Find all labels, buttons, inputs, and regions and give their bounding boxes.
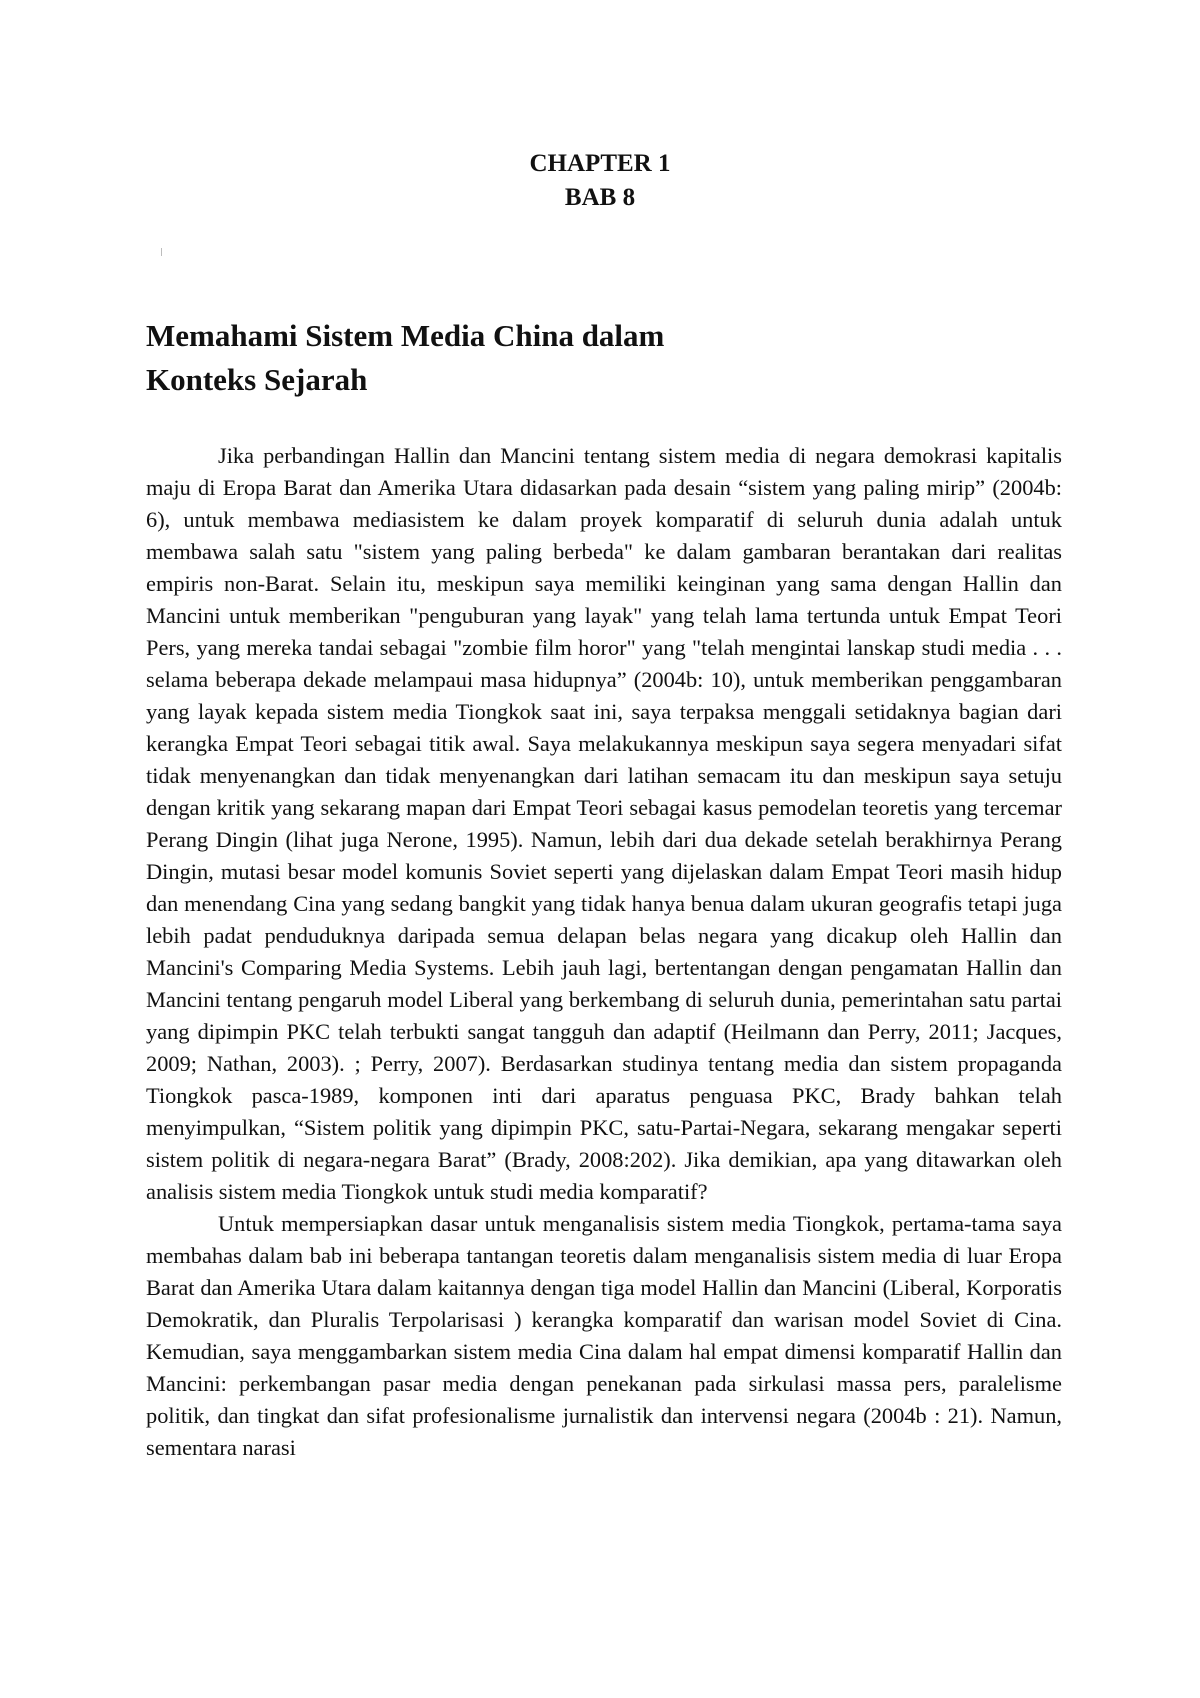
paragraph-2: Untuk mempersiapkan dasar untuk menganalisis sistem media Tiongkok, pertama-tama saya membahas dalam bab ini beberapa tantangan teoretis dalam menganalisis sistem media di luar Eropa Barat dan Amerika Utara dalam kaitannya dengan tiga model Hallin dan Mancini (Liberal, Korporatis Demokratik, dan Pluralis Terpolarisasi ) kerangka komparatif dan warisan model Soviet di Cina. Kemudian, saya menggambarkan sistem media Cina dalam hal empat dimensi komparatif Hallin dan Mancini: perkembangan pasar media dengan penekanan pada sirkulasi massa pers, paralelisme politik, dan tingkat dan sifat profesionalisme jurnalistik dan intervensi negara (2004b : 21). Namun, sementara narasi xyxy=(146,1211,1062,1460)
chapter-label: CHAPTER 1 xyxy=(529,150,671,177)
stray-mark xyxy=(161,248,162,256)
bab-label: BAB 8 xyxy=(564,184,636,211)
paragraph-1: Jika perbandingan Hallin dan Mancini tentang sistem media di negara demokrasi kapitalis maju di Eropa Barat dan Amerika Utara didasarkan pada desain “sistem yang paling mirip” (2004b: 6), untuk membawa mediasistem ke dalam proyek komparatif di seluruh dunia adalah untuk membawa salah satu "sistem yang paling berbeda" ke dalam gambaran berantakan dari realitas empiris non-Barat. Selain itu, meskipun saya memiliki keinginan yang sama dengan Hallin dan Mancini untuk memberikan "penguburan yang layak" yang telah lama tertunda untuk Empat Teori Pers, yang mereka tandai sebagai "zombie film horor" yang "telah mengintai lanskap studi media . . . selama beberapa dekade melampaui masa hidupnya” (2004b: 10), untuk memberikan penggambaran yang layak kepada sistem media Tiongkok saat ini, saya terpaksa menggali setidaknya bagian dari kerangka Empat Teori sebagai titik awal. Saya melakukannya meskipun saya segera menyadari sifat tidak menyenangkan dan tidak menyenangkan dari latihan semacam itu dan meskipun saya setuju dengan kritik yang sekarang mapan dari Empat Teori sebagai kasus pemodelan teoretis yang tercemar Perang Dingin (lihat juga Nerone, 1995). Namun, lebih dari dua dekade setelah berakhirnya Perang Dingin, mutasi besar model komunis Soviet seperti yang dijelaskan dalam Empat Teori masih hidup dan menendang Cina yang sedang bangkit yang tidak hanya benua dalam ukuran geografis tetapi juga lebih padat penduduknya daripada semua delapan belas negara yang dicakup oleh Hallin dan Mancini's Comparing Media Systems. Lebih jauh lagi, bertentangan dengan pengamatan Hallin dan Mancini tentang pengaruh model Liberal yang berkembang di seluruh dunia, pemerintahan satu partai yang dipimpin PKC telah terbukti sangat tangguh dan adaptif (Heilmann dan Perry, 2011; Jacques, 2009; Nathan, 2003). ; Perry, 2007). Berdasarkan studinya tentang media dan sistem propaganda Tiongkok pasca-1989, komponen inti dari aparatus penguasa PKC, Brady bahkan telah menyimpulkan, “Sistem politik yang dipimpin PKC, satu-Partai-Negara, sekarang mengakar seperti sistem politik di negara-negara Barat” (Brady, 2008:202). Jika demikian, apa yang ditawarkan oleh analisis sistem media Tiongkok untuk studi media komparatif? xyxy=(146,443,1062,1204)
body-text xyxy=(146,440,1062,1464)
page-title xyxy=(146,314,1046,402)
chapter-heading xyxy=(0,147,1200,215)
title-line-1: Memahami Sistem Media China dalam xyxy=(146,318,665,353)
title-line-2: Konteks Sejarah xyxy=(146,362,368,397)
